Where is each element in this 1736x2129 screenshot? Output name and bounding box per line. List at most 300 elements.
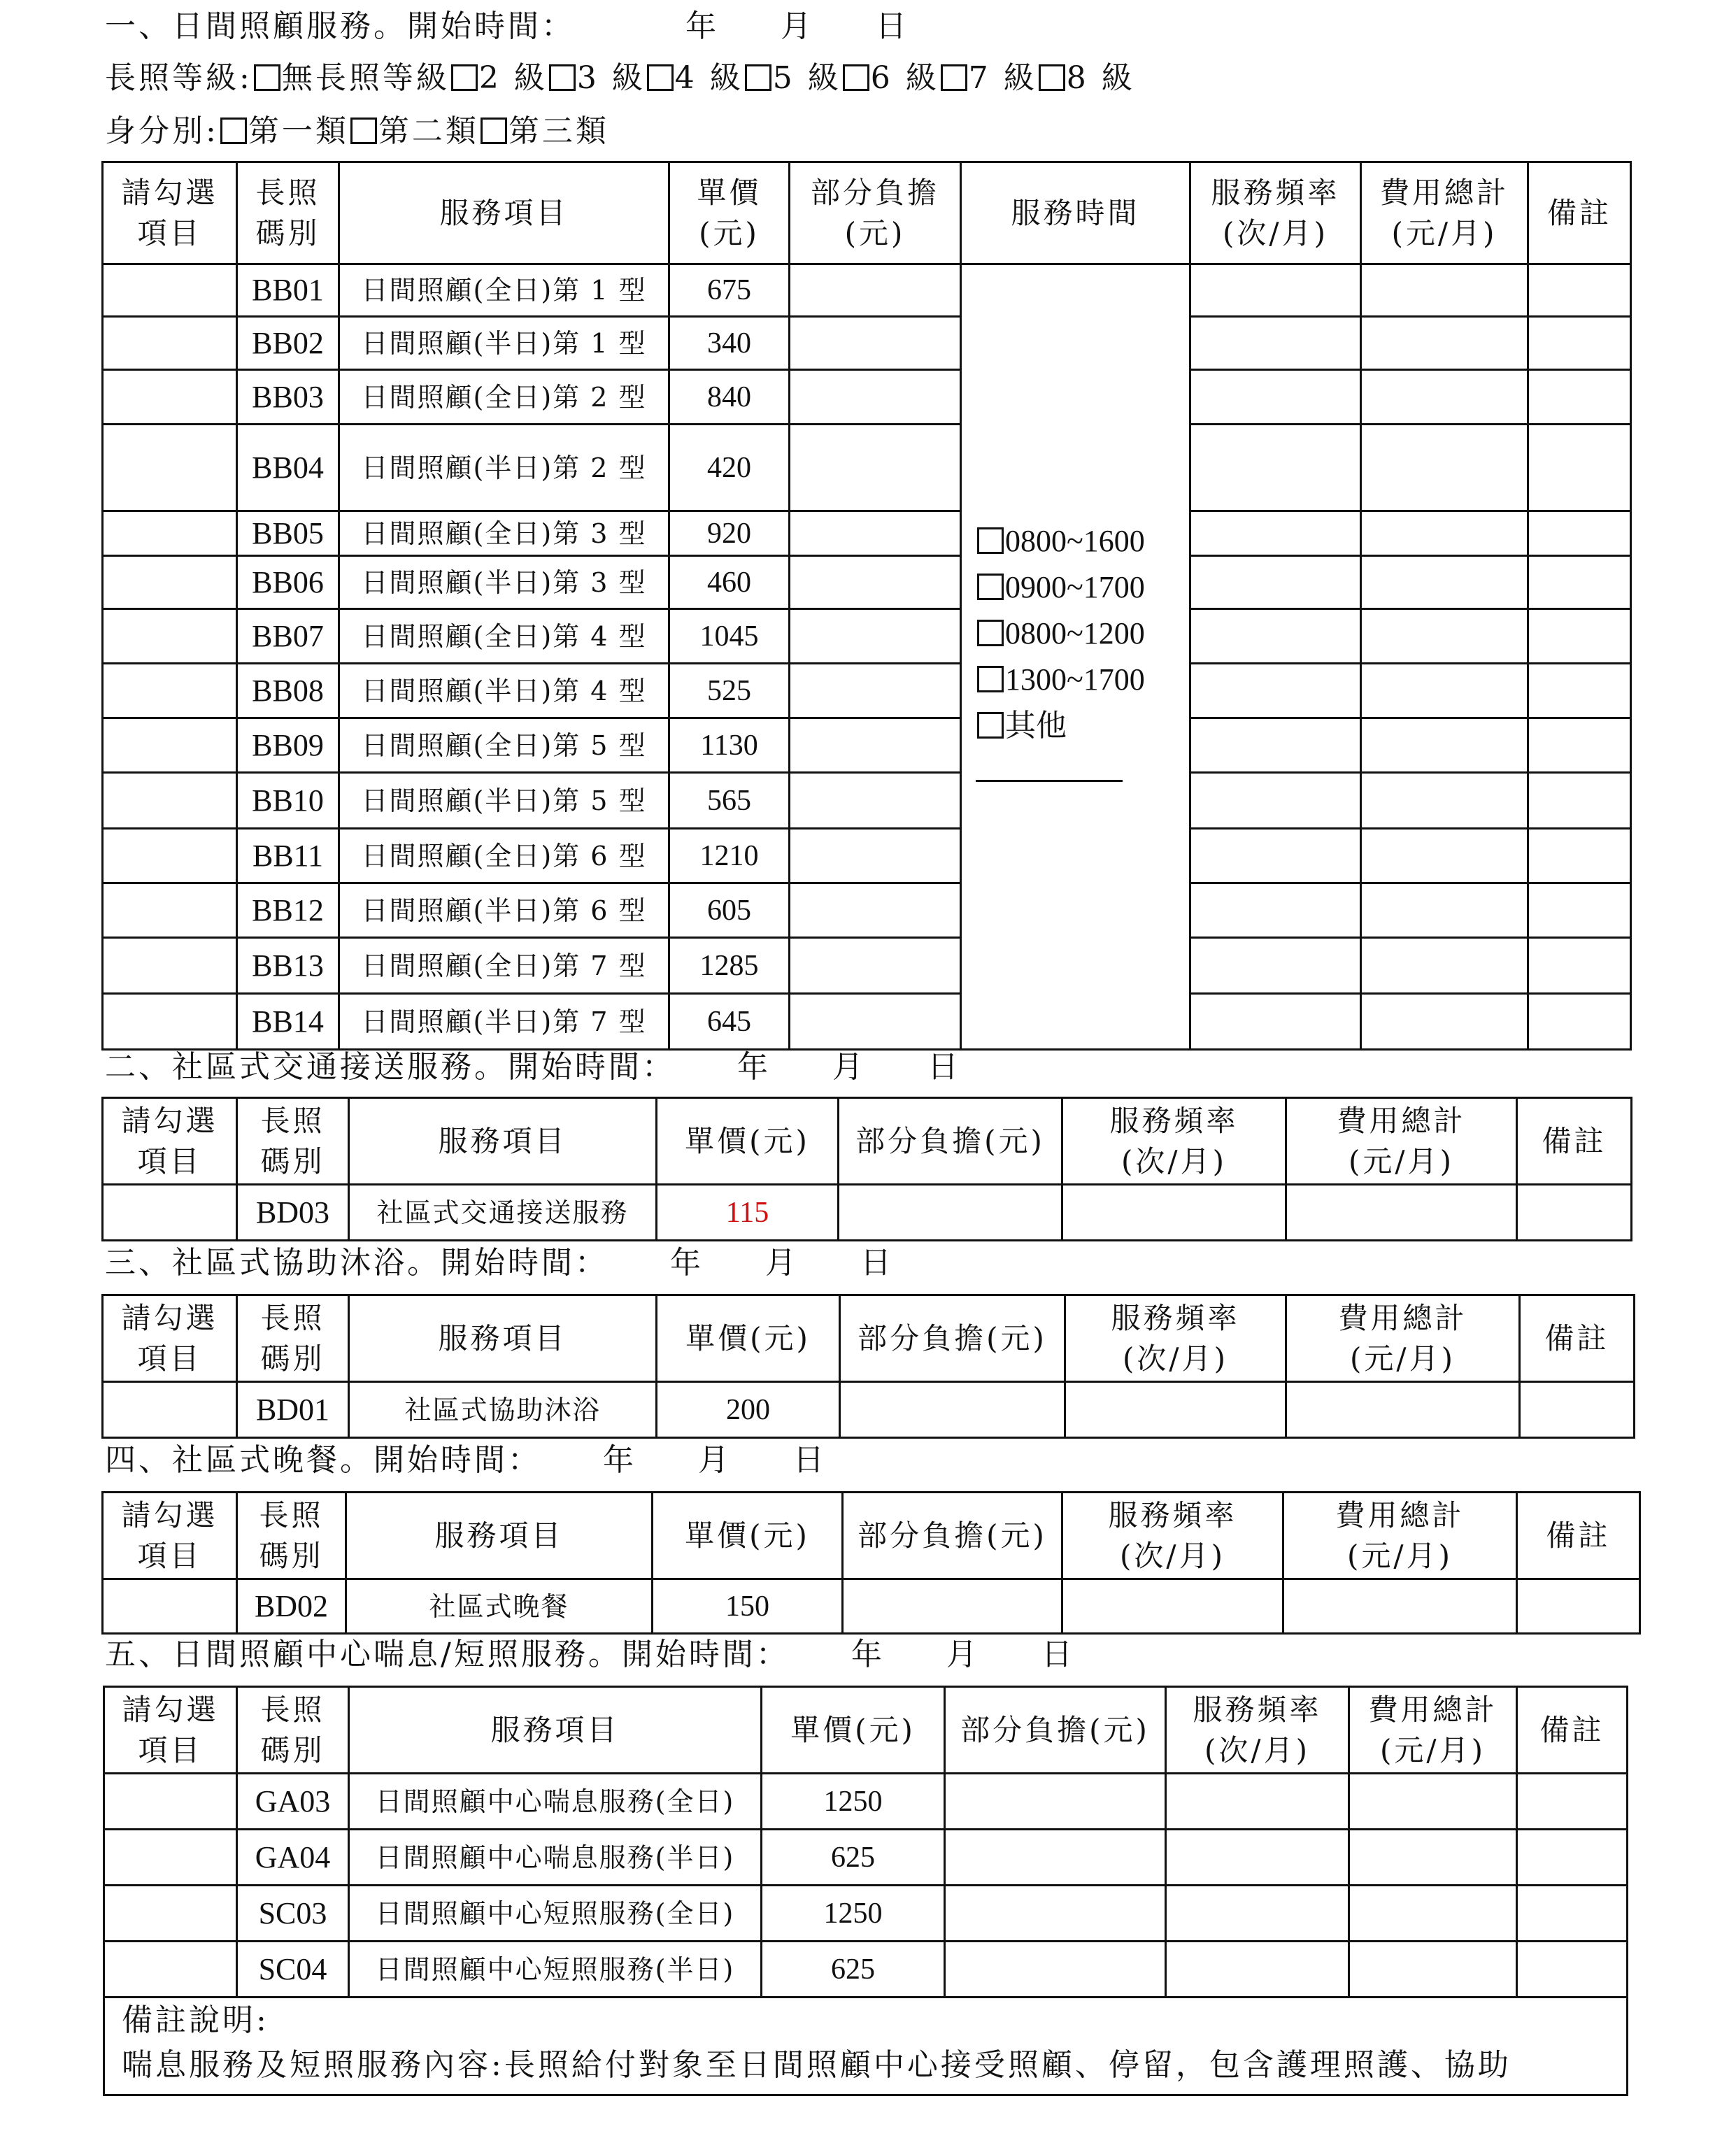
header-note: 備註 [1520,1295,1635,1382]
table-header-row [103,162,1631,264]
level-option-5: 5 級 [772,60,841,96]
copay-cell[interactable] [790,609,961,664]
code-cell: BD03 [237,1185,349,1241]
check-cell[interactable] [103,609,237,664]
section4-title-line [105,1439,827,1481]
item-cell: 日間照顧(全日)第 1 型 [339,264,669,317]
remarks-text: 喘息服務及短照服務內容:長照給付對象至日間照顧中心接受照顧、停留，包含護理照護、協助 [122,2047,1511,2083]
item-cell: 日間照顧中心短照服務(全日) [349,1886,762,1942]
code-cell: BB09 [237,718,339,773]
table-header-row [103,1098,1632,1185]
freq-cell[interactable] [1190,883,1361,938]
dinner-table [101,1491,1641,1635]
table-row [104,1886,1628,1942]
level-option-3: 3 級 [576,60,646,96]
check-cell[interactable] [103,994,237,1050]
header-check: 請勾選 項目 [104,1687,237,1774]
copay-cell[interactable] [945,1830,1166,1886]
identity-checkbox-2[interactable] [350,118,377,144]
header-price: 單價 (元) [669,162,790,264]
header-note: 備註 [1517,1493,1640,1579]
section2-title-line [105,1046,961,1088]
freq-cell[interactable] [1190,994,1361,1050]
code-cell: BB10 [237,773,339,829]
section5-title-line [105,1634,1075,1676]
level-checkbox-none[interactable] [254,64,280,91]
table-header-row [103,1295,1635,1382]
time-checkbox[interactable] [977,620,1004,646]
copay-cell[interactable] [790,317,961,370]
time-checkbox[interactable] [977,527,1004,554]
copay-cell[interactable] [839,1185,1062,1241]
note-cell[interactable] [1528,883,1631,938]
s3-year-label: 年 [670,1245,704,1281]
check-cell[interactable] [103,883,237,938]
header-total: 費用總計 (元/月) [1286,1295,1520,1382]
item-cell: 日間照顧(半日)第 1 型 [339,317,669,370]
identity-checkbox-1[interactable] [220,118,247,144]
s5-year-label: 年 [851,1637,885,1672]
time-checkbox[interactable] [977,666,1004,692]
table-row [103,938,1631,994]
price-cell: 920 [669,511,790,556]
freq-cell[interactable] [1065,1382,1286,1438]
header-note: 備註 [1517,1687,1628,1774]
level-checkbox-6[interactable] [843,64,869,91]
item-cell: 日間照顧(全日)第 2 型 [339,370,669,425]
start-month-label: 月 [781,8,814,44]
table-row [103,1579,1640,1634]
code-cell: GA04 [237,1830,349,1886]
note-cell[interactable] [1517,1774,1628,1830]
header-item: 服務項目 [349,1687,762,1774]
check-cell[interactable] [104,1886,237,1942]
header-price: 單價(元) [653,1493,843,1579]
check-cell[interactable] [104,1830,237,1886]
code-cell: BB04 [237,425,339,511]
code-cell: BB02 [237,317,339,370]
total-cell[interactable] [1286,1185,1517,1241]
copay-cell[interactable] [790,664,961,718]
check-cell[interactable] [103,773,237,829]
freq-cell[interactable] [1062,1185,1286,1241]
table-row [104,1942,1628,1998]
price-cell: 340 [669,317,790,370]
header-item: 服務項目 [349,1098,657,1185]
note-cell[interactable] [1528,609,1631,664]
freq-cell[interactable] [1166,1774,1349,1830]
total-cell[interactable] [1349,1886,1517,1942]
code-cell: BD02 [237,1579,346,1634]
price-cell: 460 [669,556,790,609]
total-cell[interactable] [1361,994,1528,1050]
header-check: 請勾選 項目 [103,1295,237,1382]
code-cell: SC04 [237,1942,349,1998]
remarks-cell [104,1998,1628,2095]
day-care-table [101,161,1632,1051]
section1-title-line [105,6,909,48]
remarks-row [104,1998,1628,2095]
copay-cell[interactable] [790,883,961,938]
start-year-label: 年 [685,8,719,44]
header-code: 長照 碼別 [237,1493,346,1579]
header-price: 單價(元) [657,1098,839,1185]
copay-cell[interactable] [790,425,961,511]
care-level-line [105,57,1135,99]
table-row [103,317,1631,370]
total-cell[interactable] [1349,1942,1517,1998]
level-checkbox-2[interactable] [451,64,478,91]
copay-cell[interactable] [843,1579,1062,1634]
check-cell[interactable] [103,664,237,718]
check-cell[interactable] [104,1774,237,1830]
check-cell[interactable] [103,370,237,425]
copay-cell[interactable] [790,773,961,829]
check-cell[interactable] [103,511,237,556]
header-time: 服務時間 [961,162,1190,264]
total-cell[interactable] [1361,829,1528,883]
table-row [103,370,1631,425]
time-checkbox[interactable] [977,712,1004,739]
s2-day-label: 日 [927,1049,961,1085]
s2-month-label: 月 [832,1049,866,1085]
level-checkbox-8[interactable] [1039,64,1065,91]
price-cell: 1130 [669,718,790,773]
freq-cell[interactable] [1190,829,1361,883]
note-cell[interactable] [1528,317,1631,370]
note-cell[interactable] [1528,264,1631,317]
table-row [103,773,1631,829]
header-copay: 部分負擔(元) [843,1493,1062,1579]
note-cell[interactable] [1517,1185,1632,1241]
price-cell: 420 [669,425,790,511]
s4-month-label: 月 [698,1442,732,1478]
header-freq: 服務頻率 (次/月) [1062,1098,1286,1185]
item-cell: 日間照顧(全日)第 4 型 [339,609,669,664]
freq-cell[interactable] [1190,609,1361,664]
total-cell[interactable] [1361,511,1528,556]
code-cell: BB06 [237,556,339,609]
s5-month-label: 月 [946,1637,980,1672]
identity-label: 身分別: [105,113,219,149]
s4-year-label: 年 [603,1442,636,1478]
total-cell[interactable] [1361,425,1528,511]
item-cell: 日間照顧(半日)第 3 型 [339,556,669,609]
identity-checkbox-3[interactable] [481,118,507,144]
copay-cell[interactable] [945,1886,1166,1942]
check-cell[interactable] [103,264,237,317]
item-cell: 日間照顧(全日)第 6 型 [339,829,669,883]
check-cell[interactable] [103,718,237,773]
note-cell[interactable] [1520,1382,1635,1438]
item-cell: 日間照顧中心喘息服務(半日) [349,1830,762,1886]
level-checkbox-7[interactable] [941,64,967,91]
price-cell: 115 [657,1185,839,1241]
copay-cell[interactable] [790,556,961,609]
price-cell: 1250 [762,1774,945,1830]
check-cell[interactable] [103,1579,237,1634]
note-cell[interactable] [1517,1579,1640,1634]
level-checkbox-4[interactable] [647,64,674,91]
copay-cell[interactable] [790,511,961,556]
table-row [103,994,1631,1050]
time-option-other[interactable]: 其他 [976,703,1189,749]
header-total: 費用總計 (元/月) [1361,162,1528,264]
total-cell[interactable] [1286,1382,1520,1438]
note-cell[interactable] [1528,664,1631,718]
code-cell: BB13 [237,938,339,994]
copay-cell[interactable] [840,1382,1065,1438]
check-cell[interactable] [103,556,237,609]
code-cell: GA03 [237,1774,349,1830]
copay-cell[interactable] [790,938,961,994]
section3-title: 三、社區式協助沐浴。開始時間： [105,1245,609,1281]
total-cell[interactable] [1361,664,1528,718]
total-cell[interactable] [1361,317,1528,370]
freq-cell[interactable] [1190,718,1361,773]
table-row [103,511,1631,556]
freq-cell[interactable] [1190,264,1361,317]
code-cell: BB03 [237,370,339,425]
item-cell: 日間照顧中心短照服務(半日) [349,1942,762,1998]
freq-cell[interactable] [1190,511,1361,556]
note-cell[interactable] [1528,773,1631,829]
table-row [103,718,1631,773]
s3-month-label: 月 [765,1245,799,1281]
section3-title-line [105,1242,894,1284]
price-cell: 200 [657,1382,840,1438]
code-cell: BB01 [237,264,339,317]
header-check: 請勾選 項目 [103,1098,237,1185]
total-cell[interactable] [1283,1579,1517,1634]
header-price: 單價(元) [762,1687,945,1774]
header-note: 備註 [1528,162,1631,264]
freq-cell[interactable] [1190,370,1361,425]
s4-day-label: 日 [793,1442,827,1478]
price-cell: 840 [669,370,790,425]
table-row [103,1382,1635,1438]
freq-cell[interactable] [1166,1886,1349,1942]
identity-line [105,111,609,152]
total-cell[interactable] [1361,938,1528,994]
total-cell[interactable] [1361,264,1528,317]
copay-cell[interactable] [790,370,961,425]
code-cell: BB11 [237,829,339,883]
level-option-2: 2 級 [478,60,548,96]
price-cell: 1045 [669,609,790,664]
total-cell[interactable] [1361,370,1528,425]
note-cell[interactable] [1517,1886,1628,1942]
total-cell[interactable] [1349,1830,1517,1886]
header-copay: 部分負擔(元) [839,1098,1062,1185]
freq-cell[interactable] [1190,317,1361,370]
total-cell[interactable] [1361,556,1528,609]
identity-option-3: 第三類 [508,113,609,149]
table-row [103,664,1631,718]
price-cell: 625 [762,1942,945,1998]
header-freq: 服務頻率 (次/月) [1190,162,1361,264]
table-row [103,829,1631,883]
level-checkbox-3[interactable] [549,64,576,91]
item-cell: 日間照顧(半日)第 2 型 [339,425,669,511]
level-option-none: 無長照等級 [281,60,450,96]
header-copay: 部分負擔(元) [840,1295,1065,1382]
code-cell: BD01 [237,1382,349,1438]
header-code: 長照 碼別 [237,162,339,264]
price-cell: 565 [669,773,790,829]
bathing-table [101,1294,1635,1439]
total-cell[interactable] [1361,773,1528,829]
price-cell: 645 [669,994,790,1050]
table-row [103,1185,1632,1241]
copay-cell[interactable] [790,264,961,317]
total-cell[interactable] [1349,1774,1517,1830]
header-item: 服務項目 [346,1493,653,1579]
check-cell[interactable] [103,1185,237,1241]
item-cell: 日間照顧(半日)第 4 型 [339,664,669,718]
header-freq: 服務頻率 (次/月) [1062,1493,1283,1579]
copay-cell[interactable] [945,1942,1166,1998]
note-cell[interactable] [1528,425,1631,511]
item-cell: 日間照顧(全日)第 3 型 [339,511,669,556]
item-cell: 日間照顧(半日)第 7 型 [339,994,669,1050]
freq-cell[interactable] [1166,1942,1349,1998]
level-checkbox-5[interactable] [745,64,771,91]
header-freq: 服務頻率 (次/月) [1065,1295,1286,1382]
start-day-label: 日 [876,8,909,44]
check-cell[interactable] [103,829,237,883]
code-cell: BB14 [237,994,339,1050]
header-check: 請勾選 項目 [103,1493,237,1579]
price-cell: 675 [669,264,790,317]
time-option-1[interactable]: 0800~1600 [976,518,1189,564]
s2-year-label: 年 [737,1049,771,1085]
total-cell[interactable] [1361,609,1528,664]
note-cell[interactable] [1528,829,1631,883]
table-row [104,1830,1628,1886]
level-option-4: 4 級 [674,60,744,96]
price-cell: 625 [762,1830,945,1886]
s3-day-label: 日 [860,1245,894,1281]
item-cell: 日間照顧(半日)第 5 型 [339,773,669,829]
code-cell: BB05 [237,511,339,556]
price-cell: 1210 [669,829,790,883]
check-cell[interactable] [103,317,237,370]
header-note: 備註 [1517,1098,1632,1185]
freq-cell[interactable] [1190,556,1361,609]
level-option-8: 8 級 [1066,60,1135,96]
note-cell[interactable] [1528,511,1631,556]
price-cell: 1250 [762,1886,945,1942]
copay-cell[interactable] [790,829,961,883]
time-option-4[interactable]: 1300~1700 [976,657,1189,703]
header-code: 長照 碼別 [237,1295,349,1382]
code-cell: BB07 [237,609,339,664]
header-price: 單價(元) [657,1295,840,1382]
transport-table [101,1097,1632,1241]
level-option-6: 6 級 [870,60,939,96]
freq-cell[interactable] [1062,1579,1283,1634]
note-cell[interactable] [1517,1942,1628,1998]
total-cell[interactable] [1361,718,1528,773]
time-other-blank[interactable] [976,749,1189,795]
note-cell[interactable] [1528,556,1631,609]
table-header-row [104,1687,1628,1774]
service-time-cell [961,264,1190,1050]
note-cell[interactable] [1528,994,1631,1050]
item-cell: 日間照顧中心喘息服務(全日) [349,1774,762,1830]
freq-cell[interactable] [1190,425,1361,511]
s5-day-label: 日 [1041,1637,1075,1672]
item-cell: 日間照顧(全日)第 5 型 [339,718,669,773]
header-copay: 部分負擔(元) [945,1687,1166,1774]
level-option-7: 7 級 [968,60,1037,96]
price-cell: 525 [669,664,790,718]
check-cell[interactable] [104,1942,237,1998]
section2-title: 二、社區式交通接送服務。開始時間： [105,1049,676,1085]
check-cell[interactable] [103,425,237,511]
note-cell[interactable] [1528,718,1631,773]
header-total: 費用總計 (元/月) [1283,1493,1517,1579]
copay-cell[interactable] [945,1774,1166,1830]
freq-cell[interactable] [1190,938,1361,994]
header-item: 服務項目 [349,1295,657,1382]
item-cell: 社區式交通接送服務 [349,1185,657,1241]
remarks-title: 備註說明: [122,2002,269,2038]
freq-cell[interactable] [1166,1830,1349,1886]
table-row [103,883,1631,938]
identity-option-2: 第二類 [378,113,479,149]
note-cell[interactable] [1528,938,1631,994]
freq-cell[interactable] [1190,773,1361,829]
price-cell: 1285 [669,938,790,994]
time-option-3[interactable]: 0800~1200 [976,611,1189,657]
freq-cell[interactable] [1190,664,1361,718]
item-cell: 日間照顧(半日)第 6 型 [339,883,669,938]
code-cell: SC03 [237,1886,349,1942]
table-row [103,609,1631,664]
time-checkbox[interactable] [977,574,1004,600]
header-total: 費用總計 (元/月) [1286,1098,1517,1185]
header-freq: 服務頻率 (次/月) [1166,1687,1349,1774]
item-cell: 社區式協助沐浴 [349,1382,657,1438]
price-cell: 150 [653,1579,843,1634]
respite-table [103,1686,1628,2096]
note-cell[interactable] [1517,1830,1628,1886]
note-cell[interactable] [1528,370,1631,425]
price-cell: 605 [669,883,790,938]
copay-cell[interactable] [790,994,961,1050]
time-option-2[interactable]: 0900~1700 [976,564,1189,611]
section5-title: 五、日間照顧中心喘息/短照服務。開始時間： [105,1637,790,1672]
code-cell: BB08 [237,664,339,718]
header-code: 長照 碼別 [237,1687,349,1774]
header-copay: 部分負擔 (元) [790,162,961,264]
care-level-label: 長照等級: [105,60,252,96]
section1-title: 一、日間照顧服務。開始時間： [105,8,575,44]
table-row [103,425,1631,511]
item-cell: 社區式晚餐 [346,1579,653,1634]
table-header-row [103,1493,1640,1579]
check-cell[interactable] [103,938,237,994]
copay-cell[interactable] [790,718,961,773]
section4-title: 四、社區式晚餐。開始時間： [105,1442,541,1478]
check-cell[interactable] [103,1382,237,1438]
code-cell: BB12 [237,883,339,938]
table-row [104,1774,1628,1830]
total-cell[interactable] [1361,883,1528,938]
identity-option-1: 第一類 [248,113,349,149]
